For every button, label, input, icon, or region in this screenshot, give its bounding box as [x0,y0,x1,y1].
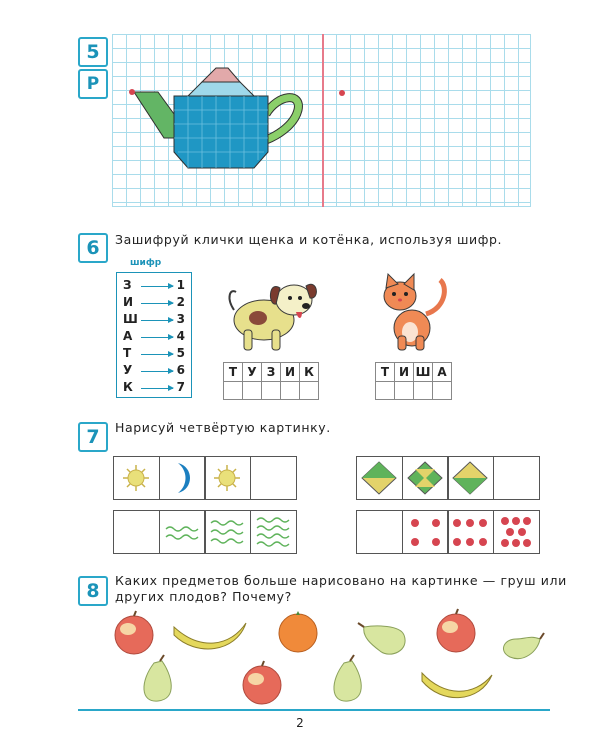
footer-line [78,709,550,711]
cipher-title: шифр [130,258,162,268]
cipher-row: И 2 [123,295,185,309]
kitten-code-cell[interactable] [394,381,414,400]
kitten-code-cells [376,381,452,400]
sequence-cell [402,456,449,500]
cipher-table [116,272,192,398]
wave-icon [160,511,205,553]
sequence-strip-dots [357,510,540,554]
kitten-letter-cell[interactable]: Т [375,362,395,382]
kitten-letter-cell[interactable]: А [432,362,452,382]
teapot-spout [134,92,174,138]
dots-icon [403,511,448,553]
sequence-cell [402,510,449,554]
puppy-name-cells [224,362,319,382]
sequence-cell [250,510,297,554]
sun-icon [114,457,159,499]
dots-icon [448,511,493,553]
pear-icon [144,655,171,701]
spout-point [129,89,135,95]
puppy-illustration [222,270,322,355]
cipher-row: Ш 3 [123,312,185,326]
target-point [339,90,345,96]
banana-icon [174,623,246,649]
kitten-name-cells [376,362,452,382]
sequence-cell [204,456,251,500]
task-8-text-line1: Каких предметов больше нарисовано на картинке — груш или [115,573,567,588]
task-8-number: 8 [78,576,108,606]
wave-icon [251,511,296,553]
cipher-row: Т 5 [123,346,185,360]
wave-icon [205,511,250,553]
sequence-strip-waves [114,510,297,554]
sequence-cell [493,510,540,554]
fruits-illustration [100,605,560,705]
pear-icon [334,655,361,701]
task-5-label: Р [78,69,108,99]
task-7-text: Нарисуй четвёртую картинку. [115,420,331,435]
cipher-row: А 4 [123,329,185,343]
sequence-cell [447,456,494,500]
sequence-cell [113,456,160,500]
empty-answer-cell[interactable] [493,456,540,500]
puppy-code-cell[interactable] [242,381,262,400]
diamond-icon [403,457,448,499]
sequence-strip-diamonds [357,456,540,500]
kitten-code-cell[interactable] [432,381,452,400]
apple-icon [437,609,475,652]
kitten-illustration [372,272,456,354]
cipher-row: К 7 [123,380,185,394]
kitten-code-cell[interactable] [375,381,395,400]
apple-icon [243,661,281,704]
cipher-row: У 6 [123,363,185,377]
empty-answer-cell[interactable] [113,510,160,554]
puppy-code-cell[interactable] [261,381,281,400]
empty-answer-cell[interactable] [250,456,297,500]
task-7-number: 7 [78,422,108,452]
puppy-code-cell[interactable] [280,381,300,400]
kitten-code-cell[interactable] [413,381,433,400]
puppy-letter-cell[interactable]: И [280,362,300,382]
task-8-text-line2: других плодов? Почему? [115,589,292,604]
task-5-number: 5 [78,37,108,67]
kitten-letter-cell[interactable]: Ш [413,362,433,382]
sequence-cell [447,510,494,554]
page-number: 2 [296,716,304,730]
sequence-cell [159,510,206,554]
orange-icon [279,611,317,652]
sequence-cell [204,510,251,554]
moon-icon [160,457,205,499]
teapot-lid [188,82,254,96]
diamond-icon [448,457,493,499]
puppy-letter-cell[interactable]: З [261,362,281,382]
cipher-row: З 1 [123,278,185,292]
sequence-strip-sun-moon [114,456,297,500]
dots-icon [494,511,539,553]
sequence-cell [159,456,206,500]
kitten-letter-cell[interactable]: И [394,362,414,382]
puppy-letter-cell[interactable]: Т [223,362,243,382]
sequence-cell [356,456,403,500]
sun-icon [205,457,250,499]
pear-icon [503,633,544,659]
puppy-letter-cell[interactable]: К [299,362,319,382]
teapot-lid-top [202,68,240,82]
empty-answer-cell[interactable] [356,510,403,554]
puppy-letter-cell[interactable]: У [242,362,262,382]
pear-icon [358,623,405,654]
task-6-number: 6 [78,233,108,263]
apple-icon [115,611,153,654]
banana-icon [422,673,492,698]
task-6-text: Зашифруй клички щенка и котёнка, используя шифр. [115,232,503,247]
teapot-drawing [112,34,532,209]
puppy-code-cells [224,381,319,400]
diamond-icon [357,457,402,499]
puppy-code-cell[interactable] [299,381,319,400]
puppy-code-cell[interactable] [223,381,243,400]
